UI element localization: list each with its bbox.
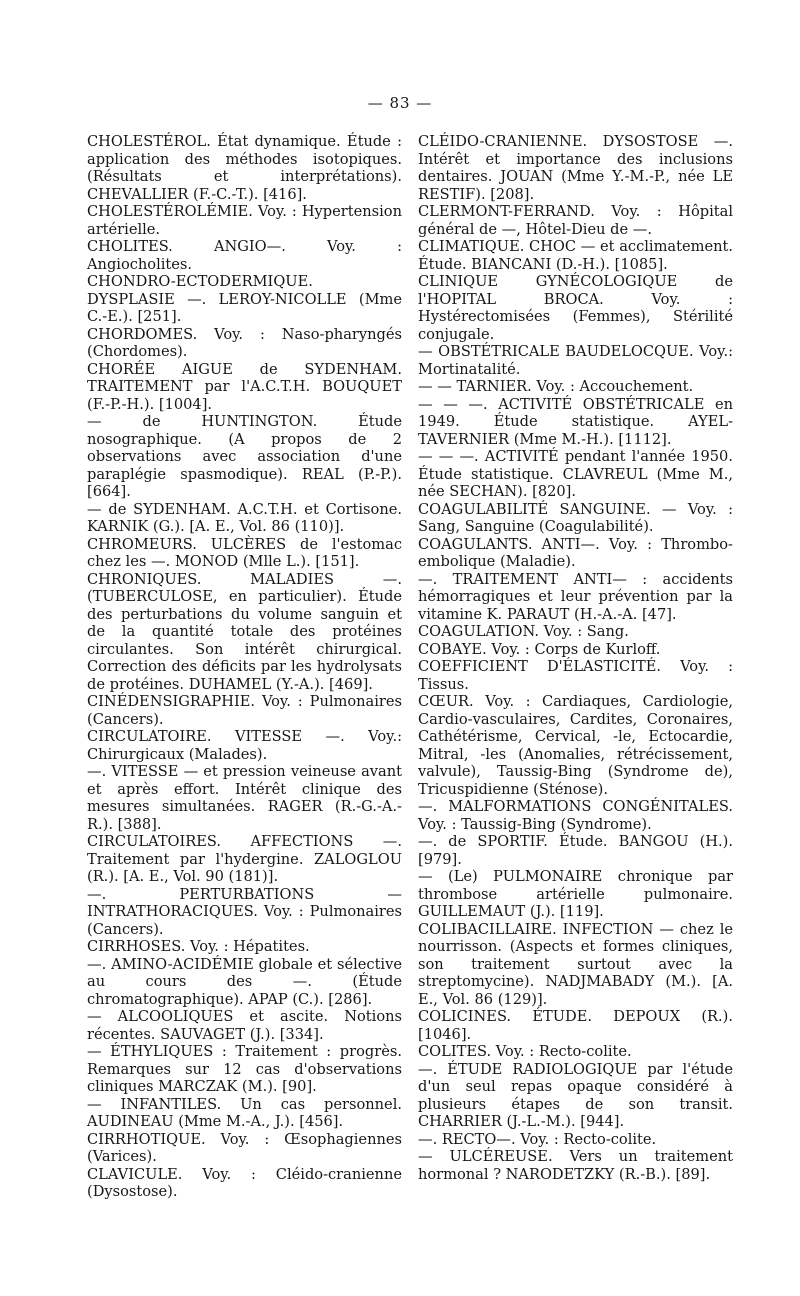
index-entry: COEFFICIENT D'ÉLASTICITÉ. Voy. : Tissus.	[418, 658, 733, 693]
index-entry: CINÉDENSIGRAPHIE. Voy. : Pulmonaires (Cancers).	[87, 693, 402, 728]
index-entry: CHORÉE AIGUE de SYDENHAM. TRAITEMENT par l'A.C.T.H. BOUQUET (F.-P.-H.). [1004].	[87, 360, 402, 413]
index-entry: CHOLESTÉROL. État dynamique. Étude : application des méthodes isotopiques. (Résultats et interprétations). CHEVALLIER (F.-C.-T.). [416].	[87, 133, 402, 203]
index-entry: CHONDRO-ECTODERMIQUE. DYSPLASIE —. LEROY-NICOLLE (Mme C.-E.). [251].	[87, 273, 402, 325]
index-entry: CHROMEURS. ULCÈRES de l'estomac chez les —. MONOD (Mlle L.). [151].	[87, 535, 402, 570]
index-entry: —. de SPORTIF. Étude. BANGOU (H.). [979].	[418, 833, 733, 868]
index-entry: CLIMATIQUE. CHOC — et acclimatement. Étude. BIANCANI (D.-H.). [1085].	[418, 238, 733, 273]
index-entry: CLERMONT-FERRAND. Voy. : Hôpital général de —, Hôtel-Dieu de —.	[418, 203, 733, 238]
index-entry: CHOLESTÉROLÉMIE. Voy. : Hypertension artérielle.	[87, 203, 402, 238]
index-entry: — — TARNIER. Voy. : Accouchement.	[418, 378, 694, 395]
index-entry: CIRRHOSES. Voy. : Hépatites.	[87, 938, 310, 955]
index-entry: COAGULABILITÉ SANGUINE. — Voy. : Sang, Sanguine (Coagulabilité).	[418, 500, 733, 535]
index-entry: —. PERTURBATIONS — INTRATHORACIQUES. Voy. : Pulmonaires (Cancers).	[87, 885, 402, 938]
index-entry: CLINIQUE GYNÉCOLOGIQUE de l'HOPITAL BROCA. Voy. : Hystérectomisées (Femmes), Stérilité conjugale.	[418, 273, 733, 343]
index-entry: CIRCULATOIRE. VITESSE —. Voy.: Chirurgicaux (Malades).	[87, 728, 402, 763]
index-entry: —. MALFORMATIONS CONGÉNITALES. Voy. : Taussig-Bing (Syndrome).	[418, 798, 733, 833]
index-entry: COAGULANTS. ANTI—. Voy. : Thrombo-embolique (Maladie).	[418, 535, 733, 570]
index-entry: — INFANTILES. Un cas personnel. AUDINEAU (Mme M.-A., J.). [456].	[87, 1095, 402, 1130]
index-entry: CIRCULATOIRES. AFFECTIONS —. Traitement par l'hydergine. ZALOGLOU (R.). [A. E., Vol. 90 (181)].	[87, 833, 402, 885]
index-entry: COLICINES. ÉTUDE. DEPOUX (R.). [1046].	[418, 1008, 733, 1043]
index-entry: — (Le) PULMONAIRE chronique par thrombose artérielle pulmonaire. GUILLEMAUT (J.). [119].	[418, 868, 733, 920]
index-entry: — ULCÉREUSE. Vers un traitement hormonal ? NARODETZKY (R.-B.). [89].	[418, 1148, 733, 1183]
index-entry: COLIBACILLAIRE. INFECTION — chez le nourrisson. (Aspects et formes cliniques, son traitement surtout avec la streptomycine). NADJMABADY (M.). [A. E., Vol. 86 (129)].	[418, 920, 733, 1008]
index-entry: COAGULATION. Voy. : Sang.	[418, 623, 629, 640]
index-entry: CŒUR. Voy. : Cardiaques, Cardiologie, Cardio-vasculaires, Cardites, Coronaires, Cathétérisme, Cervical, -le, Ectocardie, Mitral, -les (Anomalies, rétrécissement, valvule), Taussig-Bing (Syndrome de), Tricuspidienne (Sténose).	[418, 693, 733, 798]
index-entry: —. AMINO-ACIDÉMIE globale et sélective au cours des —. (Étude chromatographique). APAP (C.). [286].	[87, 955, 402, 1008]
index-entry: —. ÉTUDE RADIOLOGIQUE par l'étude d'un seul repas opaque considéré à plusieurs étapes de son transit. CHARRIER (J.-L.-M.). [944].	[418, 1060, 733, 1130]
index-entry: — ÉTHYLIQUES : Traitement : progrès. Remarques sur 12 cas d'observations cliniques MARCZAK (M.). [90].	[87, 1043, 402, 1095]
index-entry: —. RECTO—. Voy. : Recto-colite.	[418, 1130, 657, 1148]
index-entry: — de SYDENHAM. A.C.T.H. et Cortisone. KARNIK (G.). [A. E., Vol. 86 (110)].	[87, 500, 402, 535]
index-entry: —. TRAITEMENT ANTI— : accidents hémorragiques et leur prévention par la vitamine K. PARAUT (H.-A.-A. [47].	[418, 570, 733, 623]
index-entry: — de HUNTINGTON. Étude nosographique. (A propos de 2 observations avec association d'une paraplégie spasmodique). REAL (P.-P.). [664].	[87, 413, 402, 500]
index-entry: CLÉIDO-CRANIENNE. DYSOSTOSE —. Intérêt et importance des inclusions dentaires. JOUAN (Mme Y.-M.-P., née LE RESTIF). [208].	[418, 133, 733, 203]
index-entry: — — —. ACTIVITÉ OBSTÉTRICALE en 1949. Étude statistique. AYEL-TAVERNIER (Mme M.-H.). [1112].	[418, 395, 733, 448]
index-entry: CHRONIQUES. MALADIES —. (TUBERCULOSE, en particulier). Étude des perturbations du volume sanguin et de la quantité totale des protéines circulantes. Son intérêt chirurgical. Correction des déficits par les hydrolysats de protéines. DUHAMEL (Y.-A.). [469].	[87, 570, 402, 693]
index-entry: COLITES. Voy. : Recto-colite.	[418, 1043, 632, 1060]
index-entry: — ALCOOLIQUES et ascite. Notions récentes. SAUVAGET (J.). [334].	[87, 1008, 402, 1043]
index-entry: CIRRHOTIQUE. Voy. : Œsophagiennes (Varices).	[87, 1130, 402, 1165]
index-entry: CHORDOMES. Voy. : Naso-pharyngés (Chordomes).	[87, 325, 402, 360]
right-column	[418, 133, 733, 1183]
left-column	[87, 133, 402, 1201]
index-entry: — — —. ACTIVITÉ pendant l'année 1950. Étude statistique. CLAVREUL (Mme M., née SECHAN). [820].	[418, 448, 733, 500]
index-entry: —. VITESSE — et pression veineuse avant et après effort. Intérêt clinique des mesures simultanées. RAGER (R.-G.-A.-R.). [388].	[87, 763, 402, 833]
index-entry: — OBSTÉTRICALE BAUDELOCQUE. Voy.: Mortinatalité.	[418, 343, 733, 378]
index-entry: CHOLITES. ANGIO—. Voy. : Angiocholites.	[87, 238, 402, 273]
page-number: — 83 —	[367, 94, 433, 112]
index-entry: COBAYE. Voy. : Corps de Kurloff.	[418, 640, 661, 658]
index-entry: CLAVICULE. Voy. : Cléido-cranienne (Dysostose).	[87, 1165, 402, 1200]
